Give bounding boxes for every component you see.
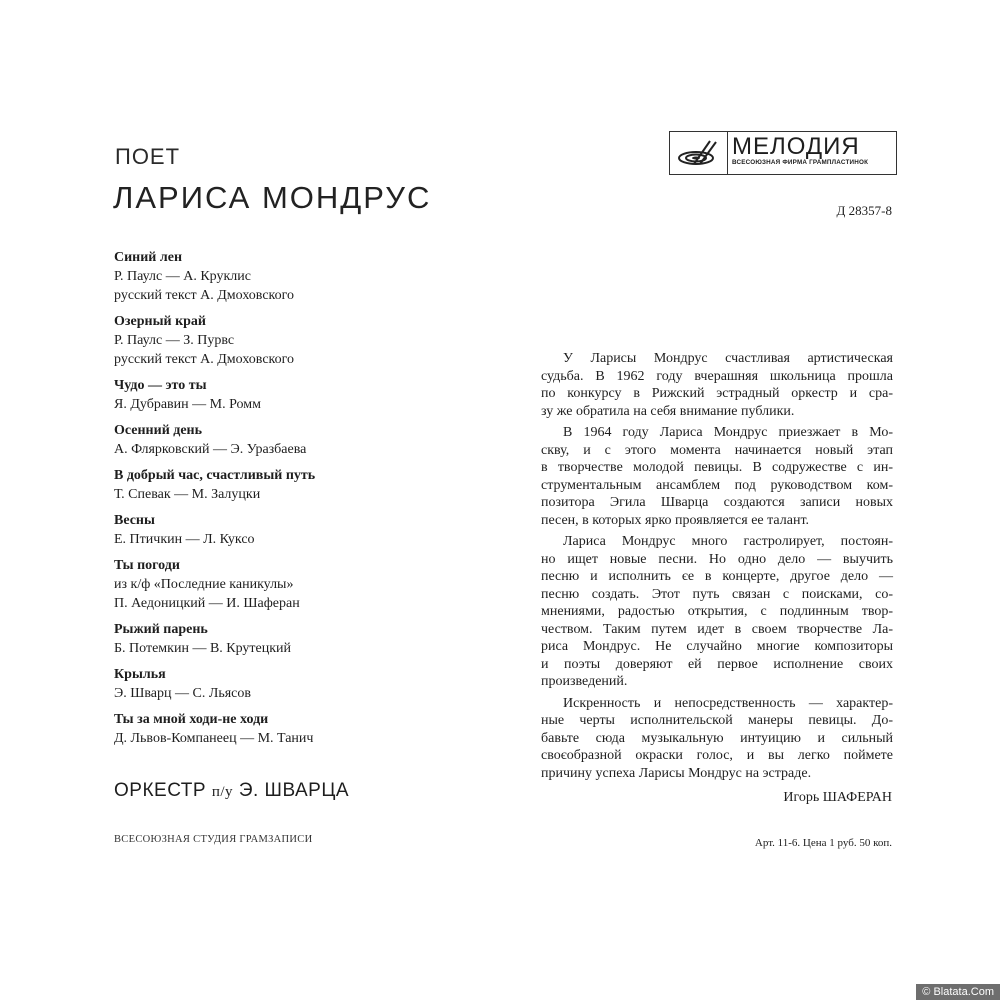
paragraph <box>541 695 893 783</box>
paragraph-line: чеством. Таким путем идет в своем творчестве Ла- <box>541 621 893 637</box>
track-item <box>114 710 434 748</box>
track-credit: Т. Спевак — М. Залуцки <box>114 487 261 502</box>
melodiya-logo <box>669 131 897 175</box>
orchestra-credit <box>114 780 349 802</box>
track-credit: русский текст А. Дмоховского <box>114 352 295 367</box>
liner-notes <box>541 350 893 786</box>
track-credit: Д. Львов-Компанеец — М. Танич <box>114 731 314 746</box>
track-credit: Р. Паулс — З. Пурвс <box>114 333 235 348</box>
paragraph-line: по конкурсу в Рижский эстрадный оркестр и сра- <box>541 386 893 401</box>
track-credit: русский текст А. Дмоховского <box>114 288 295 303</box>
track-item <box>114 665 434 703</box>
paragraph-line: Лариса Мондрус много гастролирует, постоян- <box>563 534 893 549</box>
paragraph-line: произведений. <box>541 674 628 689</box>
track-credit: Я. Дубравин — М. Ромм <box>114 397 261 412</box>
track-title: Осенний день <box>114 423 203 438</box>
paragraph-line: мнениями, радостью открытия, с подлинным твор- <box>541 604 893 619</box>
track-title: В добрый час, счастливый путь <box>114 468 316 483</box>
track-title: Синий лен <box>114 250 183 265</box>
track-title: Чудо — это ты <box>114 378 207 393</box>
paragraph-line: песню создать. Этот путь связан с поисками, со- <box>541 586 893 602</box>
paragraph-line: в творчестве молодой певицы. В содружестве с ин- <box>541 460 893 475</box>
track-item <box>114 466 434 504</box>
track-item <box>114 376 434 414</box>
track-credit: Е. Птичкин — Л. Куксо <box>114 532 255 547</box>
track-title: Рыжий парень <box>114 622 208 637</box>
orchestra-under: п/у <box>211 784 234 800</box>
paragraph-line: У Ларисы Мондрус счастливая артистическая <box>563 351 893 366</box>
track-credit: Р. Паулс — А. Круклис <box>114 269 251 284</box>
track-credit: Э. Шварц — С. Льясов <box>114 686 251 701</box>
track-title: Ты за мной ходи-не ходи <box>114 712 269 727</box>
track-item <box>114 421 434 459</box>
record-emblem-icon <box>670 132 728 174</box>
paragraph-line: но ищет новые песни. Но одно дело — выучить <box>541 551 893 567</box>
catalog-number: Д 28357-8 <box>836 203 892 218</box>
paragraph-line: судьба. В 1962 году вчерашняя школьница прошла <box>541 368 893 384</box>
track-list <box>114 248 434 755</box>
track-item <box>114 556 434 613</box>
track-title: Ты погоди <box>114 558 180 573</box>
paragraph-line: струментальным ансамблем под руководством ком- <box>541 477 893 493</box>
paragraph-line: бавьте сюда музыкальную интуицию и сильный <box>541 730 893 746</box>
paragraph-line: песню и исполнить єе в концерте, другое дело — <box>541 569 893 584</box>
track-title: Озерный край <box>114 314 206 329</box>
track-credit: из к/ф «Последние каникулы» <box>114 577 294 592</box>
paragraph <box>541 424 893 529</box>
paragraph-line: скву, и с этого момента начинается новый этап <box>541 442 893 458</box>
track-item <box>114 312 434 369</box>
paragraph <box>541 533 893 691</box>
performs-heading: ПОЕТ <box>115 144 181 169</box>
conductor-name: Э. ШВАРЦА <box>238 780 350 801</box>
paragraph-line: Искренность и непосредственность — характер- <box>563 695 893 711</box>
track-credit: П. Аедоницкий — И. Шаферан <box>114 596 300 611</box>
track-item <box>114 620 434 658</box>
paragraph-line: позитора Эгила Шварца создаются записи новых <box>541 495 893 510</box>
track-title: Крылья <box>114 667 166 682</box>
price-info: Арт. 11-6. Цена 1 руб. 50 коп. <box>754 837 892 849</box>
brand-name: МЕЛОДИЯ <box>732 133 860 160</box>
orchestra-label: ОРКЕСТР <box>114 780 207 801</box>
studio-credit: ВСЕСОЮЗНАЯ СТУДИЯ ГРАМЗАПИСИ <box>114 834 313 845</box>
liner-notes-author: Игорь ШАФЕРАН <box>783 790 892 805</box>
paragraph-line: песен, в которых ярко проявляется ее талант. <box>541 512 810 528</box>
track-credit: А. Флярковский — Э. Уразбаева <box>114 442 307 457</box>
paragraph-line: В 1964 году Лариса Мондрус приезжает в Мо- <box>563 425 893 440</box>
track-item <box>114 248 434 305</box>
paragraph-line: и поэты доверяют ей первое исполнение своих <box>541 656 893 672</box>
brand-subtitle: ВСЕСОЮЗНАЯ ФИРМА ГРАМПЛАСТИНОК <box>732 159 869 166</box>
track-credit: Б. Потемкин — В. Крутецкий <box>114 641 292 656</box>
artist-name: ЛАРИСА МОНДРУС <box>113 180 432 215</box>
paragraph-line: зу же обратила на себя внимание публики. <box>541 403 795 419</box>
paragraph-line: риса Мондрус. Не случайно многие композиторы <box>541 639 893 654</box>
watermark: © Blatata.Com <box>916 984 1000 1000</box>
paragraph-line: своєобразной окраски голос, и вы легко поймете <box>541 748 893 763</box>
paragraph <box>541 350 893 420</box>
paragraph-line: причину успеха Ларисы Мондрус на эстраде. <box>541 765 812 781</box>
track-title: Весны <box>114 513 155 528</box>
track-item <box>114 511 434 549</box>
paragraph-line: ные черты исполнительской манеры певицы. До- <box>541 713 893 728</box>
